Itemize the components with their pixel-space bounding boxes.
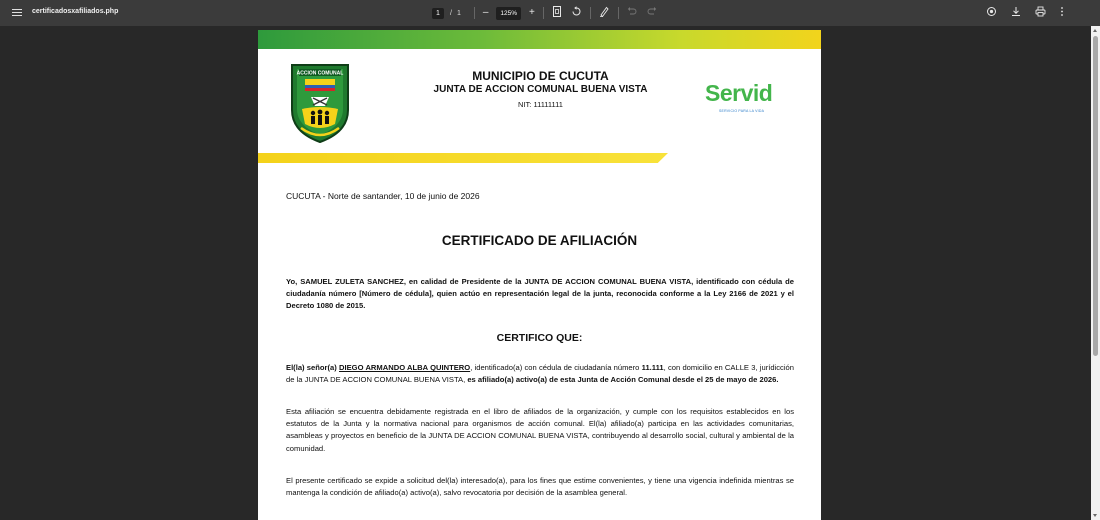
toolbar-center-controls — [432, 5, 657, 21]
divider — [543, 7, 544, 19]
download-icon[interactable] — [1011, 6, 1021, 21]
draw-icon[interactable] — [599, 6, 610, 21]
affiliate-id-text: , identificado(a) con cédula de ciudadanía número — [470, 363, 642, 372]
servid-tagline: SERVICIO PARA LA VIDA — [719, 109, 765, 113]
certifico-heading: CERTIFICO QUE: — [496, 332, 583, 344]
header-color-band — [258, 30, 821, 49]
undo-icon[interactable] — [627, 6, 637, 20]
assistant-icon[interactable] — [986, 6, 997, 21]
affiliate-address: , con domicilio en CALLE 3, jurídicción de la JUNTA DE ACCION COMUNAL BUENA VISTA, — [286, 363, 794, 385]
pdf-toolbar — [0, 0, 1100, 26]
page-total: 1 — [456, 9, 461, 17]
servid-logo — [705, 80, 795, 122]
organization-title: JUNTA DE ACCION COMUNAL BUENA VISTA — [433, 84, 648, 95]
print-icon[interactable] — [1035, 6, 1046, 21]
zoom-level-input[interactable]: 125% — [496, 7, 521, 20]
divider — [618, 7, 619, 19]
registration-paragraph: Esta afiliación se encuentra debidamente registrada en el libro de afiliados de la organización, y cumple con los requisitos establecidos en los estatutos de la Junta y la normativa nacional para organismos de acción comunal. El(la) afiliado(a) participa en las actividades comunitarias, asambleas y proyectos en beneficio de la JUNTA DE ACCION COMUNAL BUENA VISTA, contribuyendo al desarrollo social, cultural y ambiental de la comunidad. — [286, 407, 794, 453]
more-vert-icon[interactable] — [1060, 6, 1064, 21]
page-separator: / — [450, 9, 452, 17]
divider — [590, 7, 591, 19]
scroll-down-arrow-icon[interactable] — [1093, 514, 1097, 517]
file-name: certificadosxafiliados.php — [32, 8, 119, 15]
document-header — [408, 69, 673, 109]
affiliate-prefix: El(la) señor(a) — [286, 363, 340, 372]
toolbar-right-controls — [986, 6, 1064, 21]
certificate-title: CERTIFICADO DE AFILIACIÓN — [441, 233, 638, 248]
rotate-icon[interactable] — [571, 6, 582, 21]
municipality-title: MUNICIPIO DE CUCUTA — [472, 69, 609, 83]
accion-comunal-logo-icon — [289, 62, 351, 144]
validity-paragraph: El presente certificado se expide a solicitud del(la) interesado(a), para los fines que estime convenientes, y tiene una vigencia indefinida mientras se mantenga la condición de afiliado(a) activo(a), salvo revocatoria por decisión de la asamblea general. — [286, 476, 794, 498]
affiliate-paragraph — [286, 362, 794, 386]
fit-page-icon[interactable] — [552, 6, 562, 21]
redo-icon[interactable] — [647, 6, 657, 20]
pdf-page — [258, 30, 821, 520]
hamburger-icon[interactable] — [12, 7, 22, 19]
page-number-input[interactable]: 1 — [432, 8, 444, 19]
servid-wordmark: Servid — [705, 80, 773, 106]
date-line: CUCUTA - Norte de santander, 10 de junio de 2026 — [286, 191, 480, 201]
affiliate-name: DIEGO ARMANDO ALBA QUINTERO — [339, 363, 471, 372]
zoom-in-button[interactable]: + — [529, 7, 535, 18]
scrollbar-thumb[interactable] — [1093, 36, 1098, 356]
affiliate-id: 11.111 — [641, 363, 664, 372]
logo-lettering: ACCION COMUNAL — [296, 70, 344, 77]
header-yellow-stripe — [258, 153, 668, 163]
divider — [474, 7, 475, 19]
intro-paragraph: Yo, SAMUEL ZULETA SANCHEZ, en calidad de Presidente de la JUNTA DE ACCION COMUNAL BUENA VISTA, identificado con cédula de ciudadanía número [Número de cédula], quien actúo en representación legal de la junta, reconocida conforme a la Ley 2166 de 2021 y el Decreto 1080 de 2015. — [286, 277, 794, 311]
vertical-scrollbar[interactable] — [1091, 26, 1100, 520]
zoom-out-button[interactable]: – — [482, 7, 489, 18]
scroll-up-arrow-icon[interactable] — [1093, 29, 1097, 32]
affiliate-status: es afiliado(a) activo(a) de esta Junta de Acción Comunal desde el 25 de mayo de 2026. — [467, 375, 779, 385]
nit-text: NIT: 11111111 — [518, 100, 563, 109]
